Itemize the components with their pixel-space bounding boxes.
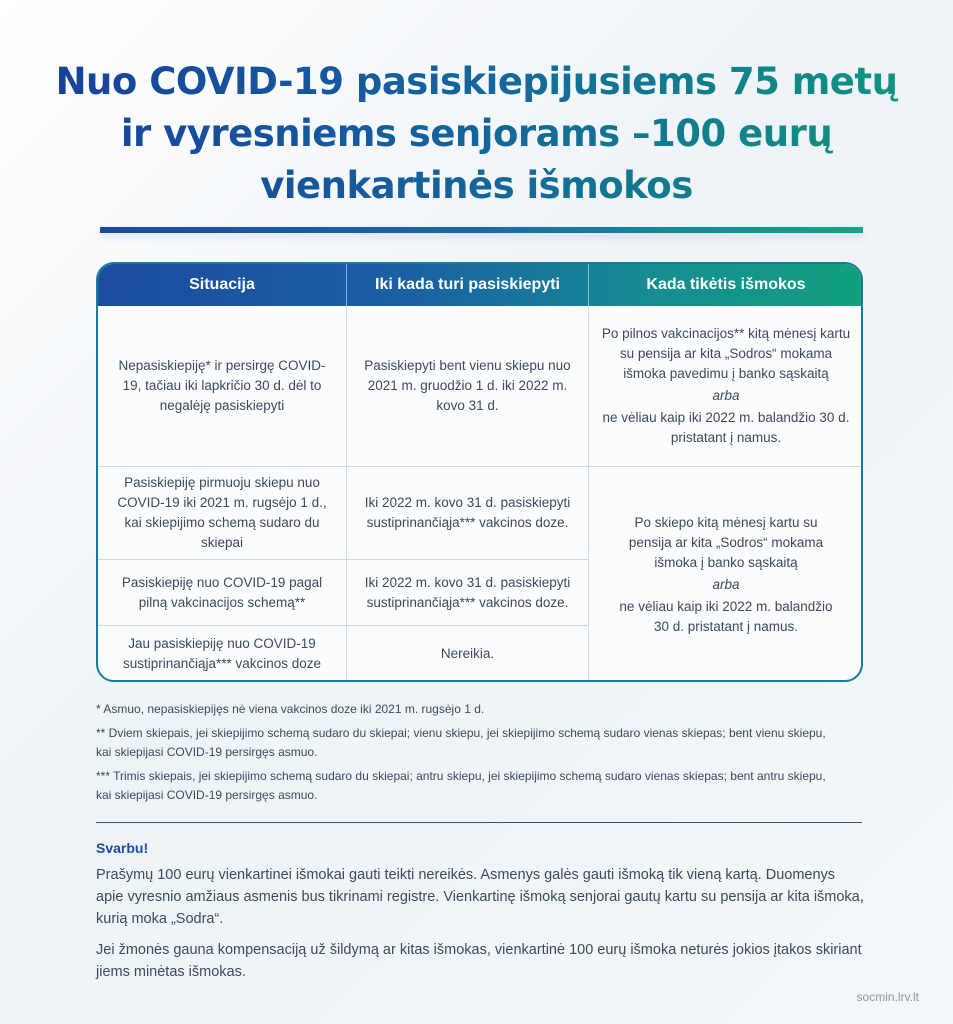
cell-text: Pasiskiepiję nuo COVID-19 pagal pilną vakcinacijos schemą**: [121, 574, 323, 610]
payment-or: arba: [712, 576, 740, 592]
section-divider: [96, 822, 862, 823]
table-cell-situation: [98, 626, 346, 682]
footnote: * Asmuo, nepasiskiepijęs nė viena vakcinos doze iki 2021 m. rugsėjo 1 d.: [96, 702, 485, 716]
title-underline: [100, 227, 863, 233]
title-line: Nuo COVID-19 pasiskiepijusiems 75 metų: [55, 60, 898, 103]
footnote: *** Trimis skiepais, jei skiepijimo schemą sudaro du skiepai; antru skiepu, jei skiepijimo schemą sudaro vienas skiepas; bent antru skiepu, kai skiepijasi COVID-19 persirgęs asmuo.: [96, 769, 826, 802]
table-header: [98, 264, 861, 306]
important-title: Svarbu!: [96, 840, 149, 856]
title-line: vienkartinės išmokos: [260, 164, 693, 207]
table-cell-situation: [98, 306, 346, 466]
payment-text: ne vėliau kaip iki 2022 m. balandžio 30 d. pristatant į namus.: [619, 598, 833, 634]
info-table: [96, 262, 863, 682]
header-deadline: Iki kada turi pasiskiepyti: [375, 276, 560, 293]
payment-text: ne vėliau kaip iki 2022 m. balandžio 30 d. pristatant į namus.: [602, 410, 850, 445]
table-cell-payment: [589, 467, 863, 682]
table-cell-situation: [98, 560, 346, 625]
table-cell-deadline: [347, 306, 588, 466]
payment-or: arba: [712, 388, 740, 403]
cell-text: Iki 2022 m. kovo 31 d. pasiskiepyti sustiprinančiąja*** vakcinos doze.: [364, 495, 571, 530]
cell-text: Pasiskiepyti bent vienu skiepu nuo 2021 m. gruodžio 1 d. iki 2022 m. kovo 31 d.: [364, 358, 571, 413]
footer-url: socmin.lrv.lt: [856, 990, 919, 1004]
cell-text: Nepasiskiepiję* ir persirgę COVID-19, tačiau iki lapkričio 30 d. dėl to negalėję pasiskiepyti: [118, 358, 326, 413]
page-title: [0, 56, 953, 212]
payment-text: Po skiepo kitą mėnesį kartu su pensija ar kita „Sodros“ mokama išmoka į banko sąskaitą: [628, 514, 824, 570]
cell-text: Jau pasiskiepiję nuo COVID-19 sustiprinančiąja*** vakcinos doze: [122, 636, 322, 671]
footnotes: [96, 700, 836, 810]
important-text: [96, 864, 866, 992]
table-cell-deadline: [347, 626, 588, 682]
table-cell-deadline: [347, 560, 588, 625]
header-payment: Kada tikėtis išmokos: [646, 276, 806, 293]
table-cell-situation: [98, 467, 346, 559]
payment-text: Po pilnos vakcinacijos** kitą mėnesį kartu su pensija ar kita „Sodros“ mokama išmoka pavedimu į banko sąskaitą: [601, 326, 851, 381]
important-paragraph: Prašymų 100 eurų vienkartinei išmokai gauti teikti nereikės. Asmenys galės gauti išmoką tik vieną kartą. Duomenys apie vyresnio amžiaus asmenis bus tikrinami registre. Vienkartinę išmoką senjorai gautų kartu su pensija ar kita išmoka, kurią moka „Sodra“.: [96, 867, 864, 927]
cell-text: Iki 2022 m. kovo 31 d. pasiskiepyti sustiprinančiąja*** vakcinos doze.: [364, 574, 571, 610]
table-cell-payment: [589, 306, 863, 466]
footnote: ** Dviem skiepais, jei skiepijimo schemą sudaro du skiepai; vienu skiepu, jei skiepijimo schemą sudaro vienas skiepas; bent vienu skiepu, kai skiepijasi COVID-19 persirgęs asmuo.: [96, 726, 826, 759]
cell-text: Pasiskiepiję pirmuoju skiepu nuo COVID-19 iki 2021 m. rugsėjo 1 d., kai skiepijimo schemą sudaro du skiepai: [117, 475, 327, 550]
cell-text: Nereikia.: [440, 646, 495, 661]
table-cell-deadline: [347, 467, 588, 559]
title-line: ir vyresniems senjorams –100 eurų: [120, 112, 833, 155]
important-paragraph: Jei žmonės gauna kompensaciją už šildymą ar kitas išmokas, vienkartinė 100 eurų išmoka neturės jokios įtakos skiriant jiems minėtas išmokas.: [96, 942, 862, 980]
header-situation: Situacija: [189, 276, 255, 293]
